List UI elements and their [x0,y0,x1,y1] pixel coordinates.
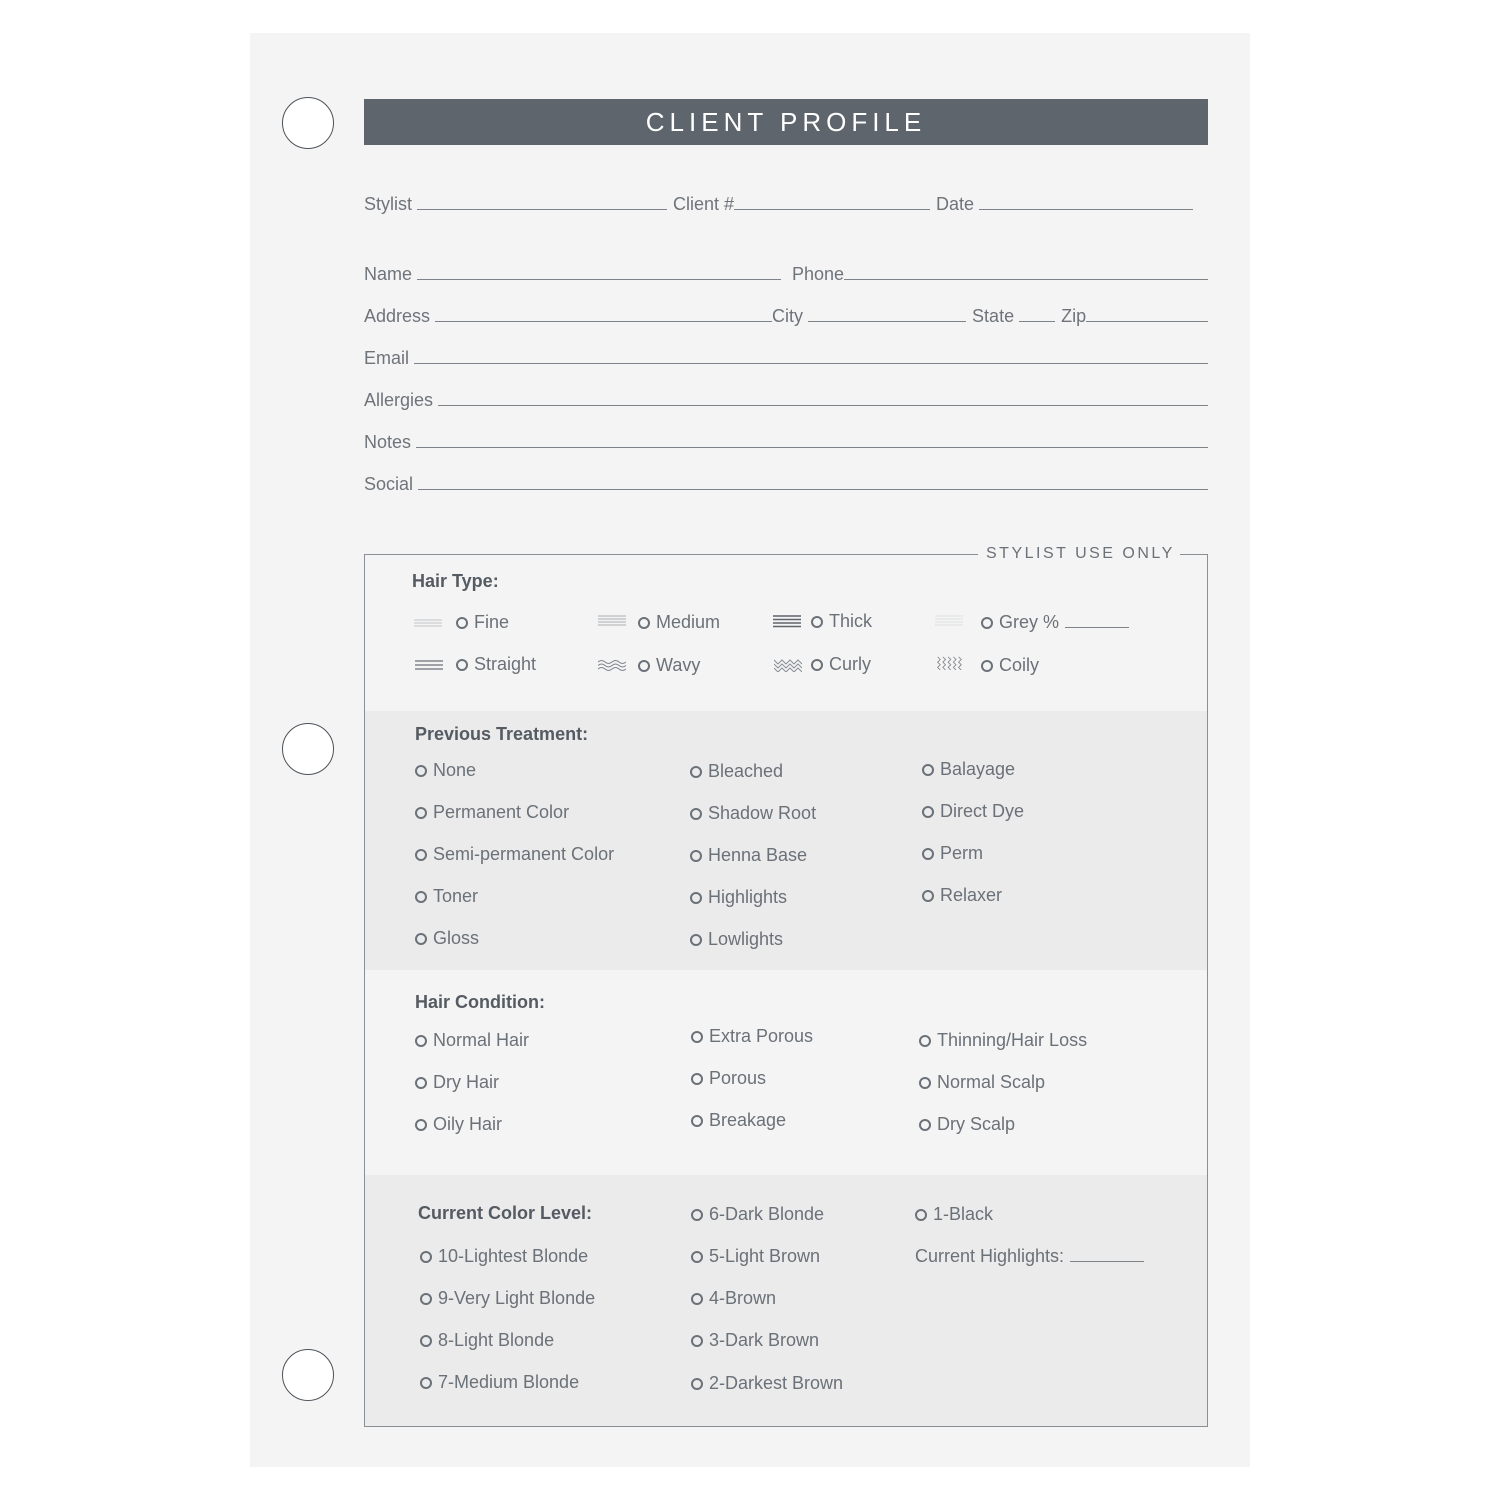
radio-circle-icon [690,766,702,778]
coily-lines-icon [935,656,963,670]
condition-option[interactable] [691,1026,813,1047]
condition-option[interactable] [415,1114,502,1135]
state-label: State [972,306,1015,326]
binder-hole [282,97,334,149]
option-label: Porous [709,1068,767,1088]
address-field[interactable] [435,320,772,322]
social-field[interactable] [418,488,1208,490]
radio-circle-icon [420,1377,432,1389]
date-label: Date [936,194,975,214]
color-level-option[interactable] [691,1246,820,1267]
radio-circle-icon [415,1077,427,1089]
radio-circle-icon [415,765,427,777]
medium-lines-icon [598,614,626,628]
option-label: Lowlights [708,929,784,949]
option-label: 2-Darkest Brown [709,1373,844,1393]
option-label: 7-Medium Blonde [438,1372,580,1392]
color-level-option[interactable] [691,1330,819,1351]
client-number-field[interactable] [734,208,930,210]
treatment-option[interactable] [922,843,983,864]
option-label: 8-Light Blonde [438,1330,555,1350]
hair-type-coily[interactable] [981,655,1039,676]
address-label: Address [364,306,431,326]
radio-circle-icon [691,1209,703,1221]
radio-circle-icon [415,1035,427,1047]
binder-hole [282,723,334,775]
hair-condition-heading: Hair Condition: [415,992,545,1012]
option-label: 9-Very Light Blonde [438,1288,596,1308]
thick-lines-icon [773,614,801,628]
phone-label: Phone [792,264,845,284]
radio-circle-icon [415,1119,427,1131]
radio-circle-icon [811,616,823,628]
condition-option[interactable] [919,1072,1045,1093]
condition-option[interactable] [415,1030,529,1051]
zip-label: Zip [1061,306,1087,326]
grey-lines-icon [935,614,963,628]
option-label: Direct Dye [940,801,1025,821]
radio-circle-icon [919,1119,931,1131]
row-name-phone [364,258,1208,284]
row-notes [364,426,1208,452]
option-label: None [433,760,477,780]
condition-option[interactable] [919,1030,1087,1051]
notes-field[interactable] [416,446,1208,448]
option-label: Toner [433,886,479,906]
current-highlights [915,1246,1144,1267]
city-field[interactable] [808,320,966,322]
radio-circle-icon [691,1251,703,1263]
form-title-text: CLIENT PROFILE [645,106,927,137]
email-label: Email [364,348,410,368]
treatment-option[interactable] [415,760,476,781]
radio-circle-icon [922,848,934,860]
treatment-option[interactable] [690,845,807,866]
condition-option[interactable] [415,1072,499,1093]
client-number-label: Client # [673,194,735,214]
option-label: Grey % [999,612,1060,632]
color-level-option[interactable] [420,1372,579,1393]
radio-circle-icon [919,1035,931,1047]
option-label: Wavy [656,655,701,675]
radio-circle-icon [691,1115,703,1127]
grey-percent-field[interactable] [1065,626,1129,628]
color-level-heading: Current Color Level: [418,1203,593,1223]
hair-type-wavy[interactable] [638,655,700,676]
radio-circle-icon [690,934,702,946]
allergies-label: Allergies [364,390,434,410]
option-label: Extra Porous [709,1026,814,1046]
radio-circle-icon [420,1293,432,1305]
zip-field[interactable] [1086,320,1208,322]
hair-type-medium[interactable] [638,612,720,633]
option-label: Perm [940,843,984,863]
option-label: Semi-permanent Color [433,844,615,864]
option-label: Shadow Root [708,803,817,823]
option-label: Normal Hair [433,1030,530,1050]
date-field[interactable] [979,208,1193,210]
option-label: 6-Dark Blonde [709,1204,825,1224]
row-email [364,342,1208,368]
treatment-option[interactable] [922,759,1015,780]
radio-circle-icon [415,933,427,945]
treatment-option[interactable] [690,929,783,950]
binder-hole [282,1349,334,1401]
radio-circle-icon [638,660,650,672]
option-label: Highlights [708,887,788,907]
social-label: Social [364,474,414,494]
radio-circle-icon [690,808,702,820]
option-label: 10-Lightest Blonde [438,1246,589,1266]
radio-circle-icon [691,1335,703,1347]
option-label: Medium [656,612,721,632]
option-label: Normal Scalp [937,1072,1046,1092]
radio-circle-icon [415,891,427,903]
previous-treatment-heading: Previous Treatment: [415,724,589,744]
hair-type-thick[interactable] [811,611,872,632]
condition-option[interactable] [691,1068,766,1089]
form-title [364,99,1208,145]
allergies-field[interactable] [438,404,1208,406]
radio-circle-icon [456,659,468,671]
curly-lines-icon [774,658,802,672]
color-level-option[interactable] [420,1330,554,1351]
treatment-option[interactable] [415,844,614,865]
radio-circle-icon [922,890,934,902]
radio-circle-icon [456,617,468,629]
wavy-lines-icon [598,658,626,672]
option-label: Dry Scalp [937,1114,1016,1134]
state-field[interactable] [1019,320,1055,322]
current-highlights-field[interactable] [1070,1260,1144,1262]
option-label: Gloss [433,928,480,948]
box-top-border [1180,554,1208,555]
stylist-use-only-label: STYLIST USE ONLY [986,545,1175,562]
treatment-option[interactable] [690,803,816,824]
option-label: 4-Brown [709,1288,777,1308]
radio-circle-icon [981,660,993,672]
treatment-option[interactable] [415,802,569,823]
row-social [364,468,1208,494]
radio-circle-icon [691,1293,703,1305]
option-label: Thick [829,611,873,631]
radio-circle-icon [691,1031,703,1043]
option-label: Curly [829,654,872,674]
name-label: Name [364,264,413,284]
option-label: 3-Dark Brown [709,1330,820,1350]
stylist-label: Stylist [364,194,413,214]
hair-type-curly[interactable] [811,654,871,675]
row-address [364,300,1208,326]
stylist-field[interactable] [417,208,667,210]
option-label: Bleached [708,761,784,781]
fine-lines-icon [414,616,442,630]
current-highlights-label: Current Highlights: [915,1246,1065,1266]
treatment-option[interactable] [922,801,1024,822]
radio-circle-icon [922,764,934,776]
treatment-option[interactable] [415,886,478,907]
radio-circle-icon [691,1073,703,1085]
option-label: 5-Light Brown [709,1246,821,1266]
previous-treatment-band [365,711,1207,970]
radio-circle-icon [811,659,823,671]
row-stylist-client-date [364,188,1208,214]
hair-type-straight[interactable] [456,654,536,675]
row-allergies [364,384,1208,410]
color-level-option[interactable] [420,1246,588,1267]
radio-circle-icon [638,617,650,629]
option-label: Dry Hair [433,1072,499,1092]
option-label: Relaxer [940,885,1003,905]
option-label: Thinning/Hair Loss [937,1030,1088,1050]
radio-circle-icon [919,1077,931,1089]
option-label: Coily [999,655,1040,675]
radio-circle-icon [981,617,993,629]
treatment-option[interactable] [690,761,783,782]
radio-circle-icon [415,807,427,819]
phone-field[interactable] [844,278,1208,280]
radio-circle-icon [691,1378,703,1390]
color-level-option[interactable] [691,1288,776,1309]
name-field[interactable] [417,278,781,280]
notes-label: Notes [364,432,412,452]
color-level-option[interactable] [420,1288,595,1309]
treatment-option[interactable] [922,885,1002,906]
hair-type-fine[interactable] [456,612,509,633]
radio-circle-icon [690,850,702,862]
option-label: Breakage [709,1110,787,1130]
condition-option[interactable] [691,1110,786,1131]
option-label: Balayage [940,759,1016,779]
box-top-border [364,554,978,555]
hair-type-grey[interactable] [981,612,1129,633]
treatment-option[interactable] [690,887,787,908]
condition-option[interactable] [919,1114,1015,1135]
radio-circle-icon [690,892,702,904]
treatment-option[interactable] [415,928,479,949]
color-level-option[interactable] [691,1204,824,1225]
email-field[interactable] [414,362,1208,364]
radio-circle-icon [420,1335,432,1347]
option-label: Straight [474,654,537,674]
radio-circle-icon [420,1251,432,1263]
option-label: Henna Base [708,845,808,865]
radio-circle-icon [915,1209,927,1221]
city-label: City [772,306,804,326]
option-label: 1-Black [933,1204,994,1224]
straight-lines-icon [415,658,443,672]
option-label: Fine [474,612,510,632]
option-label: Permanent Color [433,802,570,822]
hair-type-heading: Hair Type: [412,571,499,591]
option-label: Oily Hair [433,1114,503,1134]
color-level-option[interactable] [915,1204,993,1225]
radio-circle-icon [922,806,934,818]
radio-circle-icon [415,849,427,861]
color-level-option[interactable] [691,1373,843,1394]
